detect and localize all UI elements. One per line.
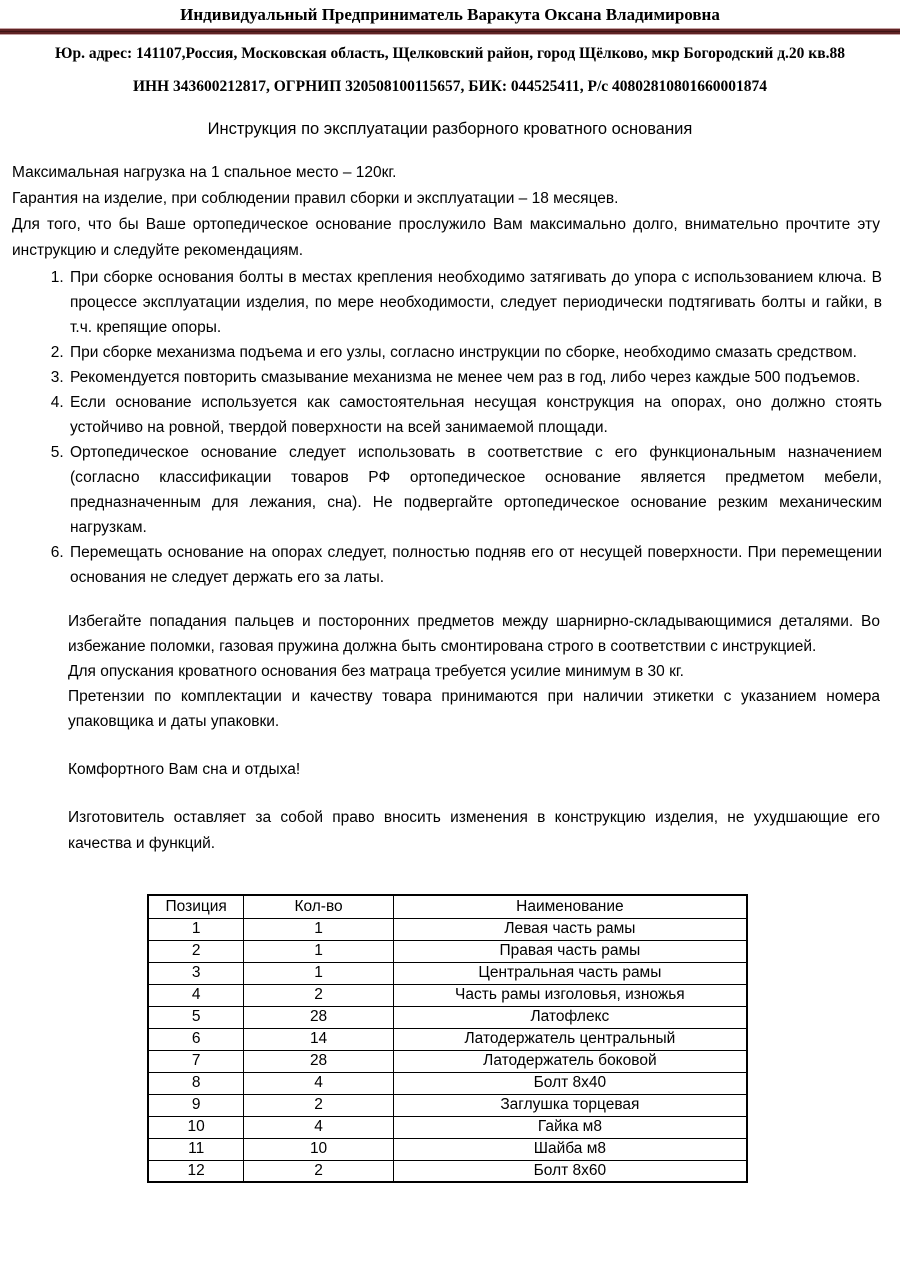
table-cell: 14 (244, 1028, 393, 1050)
table-cell: 9 (148, 1094, 244, 1116)
table-row (148, 918, 747, 940)
table-row (148, 1028, 747, 1050)
table-header-row (148, 895, 747, 918)
note-paragraph: Для опускания кроватного основания без матраца требуется усилие минимум в 30 кг. (68, 663, 684, 680)
table-cell: 5 (148, 1006, 244, 1028)
column-header-name: Наименование (393, 895, 747, 918)
table-row (148, 962, 747, 984)
table-cell: 7 (148, 1050, 244, 1072)
bank-requisites: ИНН 343600212817, ОГРНИП 320508100115657, БИК: 044525411, Р/с 40802810801660001874 (132, 78, 768, 95)
table-row (148, 1094, 747, 1116)
table-cell: Латодержатель боковой (393, 1050, 747, 1072)
table-cell: 28 (244, 1006, 393, 1028)
table-cell: 10 (148, 1116, 244, 1138)
table-row (148, 1006, 747, 1028)
table-cell: 12 (148, 1160, 244, 1182)
table-cell: 10 (244, 1138, 393, 1160)
table-cell: 4 (244, 1116, 393, 1138)
table-row (148, 1116, 747, 1138)
table-cell: 2 (244, 1160, 393, 1182)
notes-paragraphs (68, 609, 880, 734)
table-cell: 3 (148, 962, 244, 984)
table-cell: 6 (148, 1028, 244, 1050)
table-cell: 2 (148, 940, 244, 962)
table-cell: Латодержатель центральный (393, 1028, 747, 1050)
table-cell: 1 (148, 918, 244, 940)
table-cell: Гайка м8 (393, 1116, 747, 1138)
intro-paragraphs (12, 160, 880, 264)
table-cell: 28 (244, 1050, 393, 1072)
table-cell: 4 (148, 984, 244, 1006)
table-cell: 8 (148, 1072, 244, 1094)
table-cell: Шайба м8 (393, 1138, 747, 1160)
table-row (148, 1050, 747, 1072)
column-header-position: Позиция (148, 895, 244, 918)
instruction-item: 3. Рекомендуется повторить смазывание механизма не менее чем раз в год, либо через каждые 500 подъемов. (68, 365, 882, 390)
table-cell: Латофлекс (393, 1006, 747, 1028)
table-cell: Болт 8х60 (393, 1160, 747, 1182)
table-row (148, 1160, 747, 1182)
table-cell: 1 (244, 918, 393, 940)
instruction-item: 6. Перемещать основание на опорах следует, полностью подняв его от несущей поверхности. При перемещении основания не следует держать его за латы. (68, 540, 882, 590)
note-paragraph: Избегайте попадания пальцев и посторонних предметов между шарнирно-складывающимися деталями. Во избежание поломки, газовая пружина должна быть смонтирована строго в соответствии с инструкцией. (68, 613, 880, 655)
note-paragraph: Претензии по комплектации и качеству товара принимаются при наличии этикетки с указанием номера упаковщика и даты упаковки. (68, 688, 880, 730)
table-cell: 1 (244, 940, 393, 962)
instruction-item: 5. Ортопедическое основание следует использовать в соответствие с его функциональным назначением (согласно классификации товаров РФ ортопедическое основание является предметом мебели, предназначенным для лежания, сна). Не подвергайте ортопедическое основание резким механическим нагрузкам. (68, 440, 882, 540)
table-cell: 1 (244, 962, 393, 984)
manufacturer-note: Изготовитель оставляет за собой право вносить изменения в конструкцию изделия, не ухудшающие его качества и функций. (68, 809, 880, 852)
table-cell: 4 (244, 1072, 393, 1094)
instruction-item: 1. При сборке основания болты в местах крепления необходимо затягивать до упора с использованием ключа. В процессе эксплуатации изделия, по мере необходимости, следует периодически подтягивать болты и гайки, в т.ч. крепящие опоры. (68, 265, 882, 340)
parts-table (147, 894, 748, 1183)
table-row (148, 984, 747, 1006)
table-cell: Центральная часть рамы (393, 962, 747, 984)
table-row (148, 940, 747, 962)
company-name: Индивидуальный Предприниматель Варакута Оксана Владимировна (180, 5, 720, 24)
table-cell: Часть рамы изголовья, изножья (393, 984, 747, 1006)
intro-paragraph: Для того, что бы Ваше ортопедическое основание прослужило Вам максимально долго, внимательно прочтите эту инструкцию и следуйте рекомендациям. (12, 216, 880, 259)
table-cell: Заглушка торцевая (393, 1094, 747, 1116)
wish-line: Комфортного Вам сна и отдыха! (68, 761, 301, 778)
instruction-item: 4. Если основание используется как самостоятельная несущая конструкция на опорах, оно должно стоять устойчиво на ровной, твердой поверхности на всей занимаемой площади. (68, 390, 882, 440)
table-cell: 11 (148, 1138, 244, 1160)
table-cell: 2 (244, 1094, 393, 1116)
instruction-item: 2. При сборке механизма подъема и его узлы, согласно инструкции по сборке, необходимо смазать средством. (68, 340, 882, 365)
legal-address: Юр. адрес: 141107,Россия, Московская область, Щелковский район, город Щёлково, мкр Богородский д.20 кв.88 (55, 45, 845, 62)
document-title: Инструкция по эксплуатации разборного кроватного основания (207, 120, 693, 138)
parts-table-body (148, 918, 747, 1182)
table-cell: Правая часть рамы (393, 940, 747, 962)
table-row (148, 1138, 747, 1160)
intro-paragraph: Максимальная нагрузка на 1 спальное место – 120кг. (12, 164, 397, 181)
column-header-quantity: Кол-во (244, 895, 393, 918)
table-cell: Левая часть рамы (393, 918, 747, 940)
table-cell: 2 (244, 984, 393, 1006)
intro-paragraph: Гарантия на изделие, при соблюдении правил сборки и эксплуатации – 18 месяцев. (12, 190, 619, 207)
table-row (148, 1072, 747, 1094)
instruction-list (0, 265, 882, 590)
header-rule (0, 28, 900, 35)
table-cell: Болт 8х40 (393, 1072, 747, 1094)
